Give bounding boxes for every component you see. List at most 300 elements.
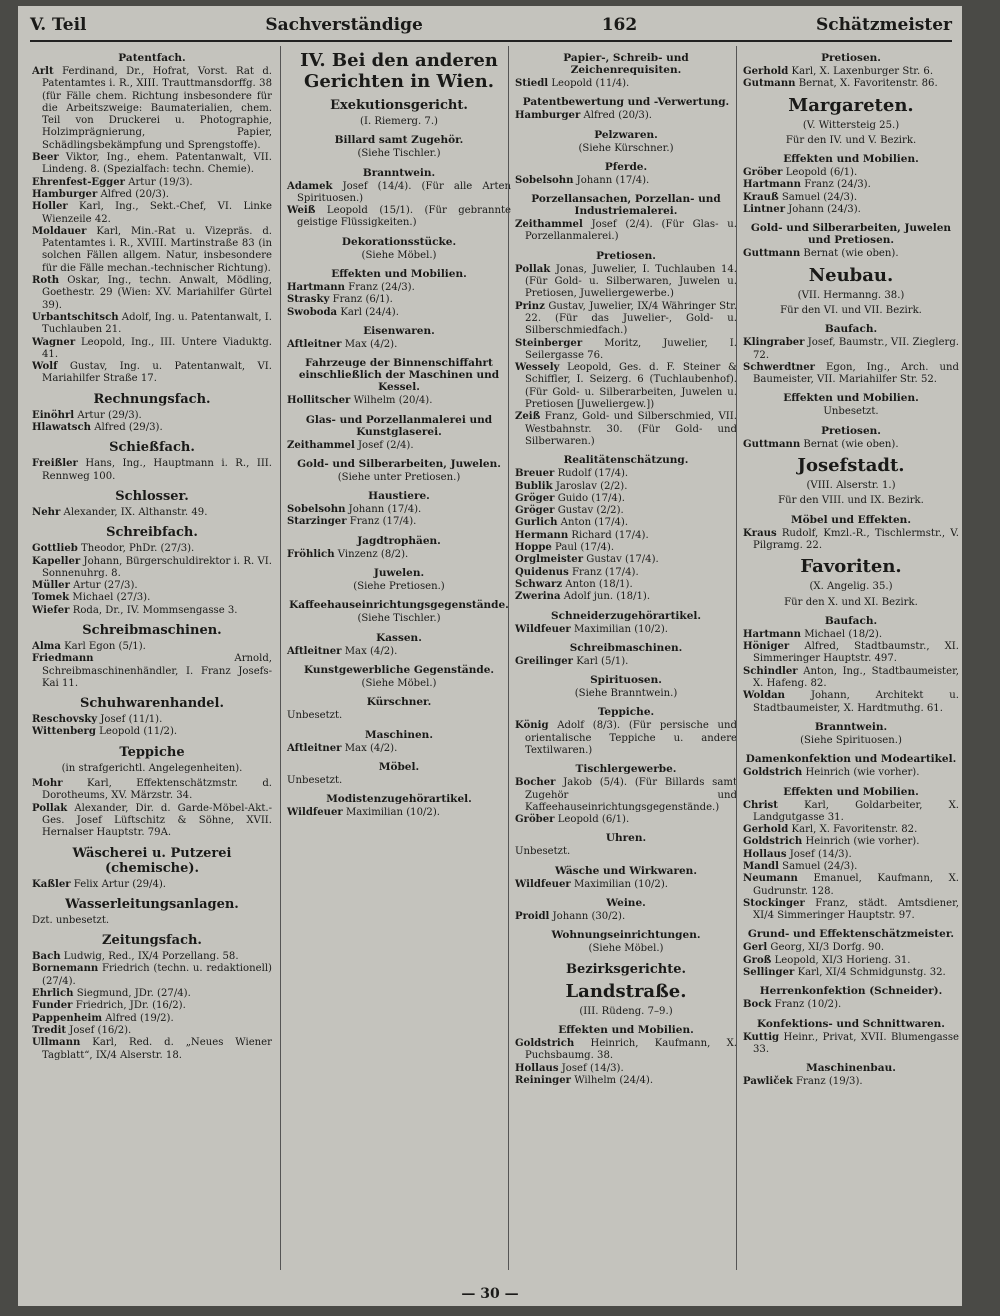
entry-text: Jonas, Juwelier, I. Tuchlauben 14. (Für Gold- u. Silberwaren, Juwelen u. Pretiosen, Juweliergewerbe.) [525, 263, 737, 300]
entry [515, 493, 737, 505]
entry [515, 720, 737, 757]
entry [32, 1037, 272, 1062]
entry-name: Nehr [32, 506, 61, 518]
entry-name: Urbantschitsch [32, 311, 119, 323]
entry-name: Hlawatsch [32, 422, 91, 434]
entry [743, 955, 959, 967]
entry [743, 204, 959, 216]
entry [743, 248, 959, 260]
section-heading: Papier-, Schreib- und Zeichenrequisiten. [563, 52, 689, 76]
entry-name: Goldstrich [743, 767, 803, 779]
entry-name: Hollaus [743, 848, 787, 860]
entry-text: Franz (6/1). [332, 294, 393, 306]
entry-text: Alfred (29/3). [94, 422, 163, 434]
entry-name: Woldan [743, 690, 786, 702]
entry-name: Pollak [32, 802, 68, 814]
entry-name: Bock [743, 999, 772, 1011]
entry-text: Karl, Min.-Rat u. Vizepräs. d. Patentamtes i. R., XVIII. Martinstraße 83 (in solchen Fällen allgem. Natur, insbesondere für die Fälle mechan.-technischer Richtung). [42, 225, 272, 274]
entry-name: Holler [32, 201, 68, 213]
entry [515, 1063, 737, 1075]
entry-text: Alfred, Stadtbaumstr., XI. Simmeringer Hauptstr. 497. [753, 641, 959, 665]
entry [515, 591, 737, 603]
entry [515, 530, 737, 542]
entry [32, 915, 272, 927]
section-heading: Maschinenbau. [806, 1062, 896, 1075]
entry-text: Wilhelm (20/4). [353, 395, 433, 407]
entry [32, 653, 272, 690]
entry-name: Zeithammel [287, 439, 355, 451]
entry [287, 775, 511, 787]
subheading: Für den VI. und VII. Bezirk. [780, 304, 922, 316]
entry-name: Wagner [32, 336, 76, 348]
entry-text: Jakob (5/4). (Für Billards samt Zugehör und Kaffeehauseinrichtungsgegenstände.) [525, 777, 737, 813]
section-heading: Branntwein. [814, 720, 888, 733]
entry [32, 1000, 272, 1012]
entry-text: Max (4/2). [344, 338, 398, 350]
entry-name: Quidenus [515, 566, 569, 578]
entry [287, 549, 511, 561]
entry-text: Theodor, PhDr. (27/3). [81, 543, 195, 555]
subheading: (VIII. Alserstr. 1.) [806, 480, 896, 492]
section-heading: Patentbewertung und -Verwertung. [522, 96, 730, 109]
entry [515, 468, 737, 480]
entry [32, 337, 272, 362]
entry-text: Karl, Red. d. „Neues Wiener Tagblatt“, IX/4 Alserstr. 18. [42, 1037, 272, 1061]
entry-name: Wessely [515, 362, 560, 374]
section-heading: Realitätenschätzung. [563, 454, 689, 467]
section-heading: Wäscherei u. Putzerei (chemische). [72, 845, 232, 876]
entry [515, 567, 737, 579]
subheading: (Siehe Tischler.) [357, 148, 441, 160]
entry-name: Kuttig [743, 1031, 780, 1043]
entry-text: Johann (24/3). [788, 204, 861, 216]
entry-name: Ehrenfest-Egger [32, 176, 125, 188]
entry-text: Roda, Dr., IV. Mommsengasse 3. [72, 604, 238, 616]
entry-name: Gutmann [743, 78, 796, 90]
subheading: (Siehe Kürschner.) [578, 142, 674, 154]
entry-name: Kapeller [32, 555, 81, 567]
entry-name: Starzinger [287, 516, 347, 528]
subheading: (V. Wittersteig 25.) [802, 119, 900, 131]
entry-name: Wolf [32, 361, 58, 373]
entry-text: Johann (17/4). [576, 174, 650, 186]
document-page [18, 6, 962, 1306]
entry-name: Schwerdtner [743, 361, 816, 373]
entry-name: Hamburger [32, 188, 98, 200]
column-2 [280, 46, 511, 1270]
entry [32, 605, 272, 617]
subheading: (Siehe unter Pretiosen.) [337, 471, 461, 483]
entry-name: Hollaus [515, 1062, 559, 1074]
section-heading: Möbel. [378, 760, 420, 773]
entry-text: Josef (2/4). [358, 439, 414, 451]
entry [743, 767, 959, 779]
section-heading: Dekorationsstücke. [341, 235, 457, 248]
page-number: 162 [601, 15, 638, 35]
entry-text: Josef (2/4). (Für Glas- u. Porzellanmalerei.) [525, 219, 737, 243]
entry [743, 179, 959, 191]
entry [743, 861, 959, 873]
entry-text: Karl, XI/4 Schmidgunstg. 32. [797, 967, 946, 979]
entry-name: Gottlieb [32, 543, 78, 555]
column-1 [32, 46, 272, 1270]
entry-text: Anton, Ing., Stadtbaumeister, X. Hafeng. 82. [753, 665, 959, 690]
entry-name: Bornemann [32, 963, 99, 975]
entry [743, 999, 959, 1011]
entry [32, 580, 272, 592]
entry-text: Adolf (8/3). (Für persische und orientalische Teppiche u. andere Textilwaren.) [525, 720, 737, 756]
subheading: (VII. Hermanng. 38.) [797, 289, 905, 301]
entry-name: Alma [32, 640, 61, 652]
section-heading: Margareten. [788, 94, 914, 116]
entry-name: Swoboda [287, 306, 338, 318]
entry-name: Orglmeister [515, 554, 584, 566]
entry-text: Vinzenz (8/2). [337, 548, 409, 560]
entry-name: Tomek [32, 592, 70, 604]
entry-text: Bernat (wie oben). [803, 248, 899, 260]
entry-name: Ehrlich [32, 988, 74, 1000]
entry-name: Fröhlich [287, 548, 335, 560]
entry-name: Funder [32, 1000, 73, 1012]
entry [32, 714, 272, 726]
entry [743, 528, 959, 553]
entry-text: Heinrich (wie vorher). [805, 836, 920, 848]
entry-name: Adamek [287, 180, 333, 192]
entry-text: Viktor, Ing., ehem. Patentanwalt, VII. Lindeng. 8. (Spezialfach: techn. Chemie). [42, 152, 272, 176]
entry-text: Unbesetzt. [515, 846, 571, 858]
entry-text: Franz (10/2). [774, 999, 842, 1011]
entry-text: Wilhelm (24/4). [574, 1074, 654, 1086]
subheading: (Siehe Spirituosen.) [800, 734, 902, 746]
entry-text: Unbesetzt. [287, 774, 343, 786]
entry [743, 898, 959, 923]
entry-name: Pollak [515, 263, 551, 275]
entry-text: Maximilian (10/2). [573, 878, 668, 890]
entry [743, 1032, 959, 1057]
entry-text: Guido (17/4). [557, 492, 625, 504]
section-heading: Wohnungseinrichtungen. [551, 929, 701, 942]
section-heading: Branntwein. [362, 166, 436, 179]
entry-text: Artur (29/3). [77, 409, 142, 421]
entry [515, 264, 737, 301]
entry-text: Leopold (15/1). (Für gebrannte geistige Flüssigkeiten.) [297, 205, 511, 229]
entry-text: Alexander, Dir. d. Garde-Möbel-Akt.-Ges. Josef Lüftschitz & Söhne, XVII. Hernalser Hauptstr. 79A. [42, 802, 272, 839]
header-chapter-title: Schätzmeister [816, 15, 952, 35]
entry-name: Wittenberg [32, 726, 96, 738]
entry [287, 395, 511, 407]
entry [743, 824, 959, 836]
entry-text: Siegmund, JDr. (27/4). [76, 988, 191, 1000]
entry-name: Sobelsohn [515, 174, 574, 186]
entry [32, 66, 272, 152]
entry [32, 1025, 272, 1037]
entry-name: Freißler [32, 458, 78, 470]
entry [287, 504, 511, 516]
entry-name: Zwerina [515, 591, 561, 603]
section-heading: Schreibmaschinen. [569, 641, 683, 654]
entry-text: Max (4/2). [344, 645, 398, 657]
entry [32, 803, 272, 840]
entry-text: Leopold (6/1). [785, 167, 858, 179]
entry-name: Strasky [287, 294, 330, 306]
entry-text: Paul (17/4). [555, 542, 615, 554]
entry-name: Einöhrl [32, 409, 75, 421]
entry-text: Friedrich (techn. u. redaktionell) (27/4). [42, 963, 272, 987]
entry [32, 988, 272, 1000]
entry-text: Josef (14/3). [789, 848, 852, 860]
entry [515, 411, 737, 448]
section-heading: Möbel und Effekten. [791, 513, 911, 526]
entry-text: Richard (17/4). [571, 529, 649, 541]
entry [287, 294, 511, 306]
entry [515, 481, 737, 493]
entry-name: Sellinger [743, 967, 795, 979]
entry-name: Breuer [515, 468, 555, 480]
entry [515, 656, 737, 668]
entry-text: Heinr., Privat, XVII. Blumengasse 33. [753, 1031, 959, 1055]
entry-text: Rudolf, Kmzl.-R., Tischlermstr., V. Pilgramg. 22. [753, 527, 959, 551]
entry-text: Johann (17/4). [348, 504, 422, 516]
entry-text: Johann, Architekt u. Stadtbaumeister, X. Hardtmuthg. 61. [753, 690, 959, 714]
section-heading: Bezirksgerichte. [565, 961, 687, 977]
entry [743, 690, 959, 715]
section-heading: Zeitungsfach. [102, 933, 202, 949]
entry-name: König [515, 720, 549, 732]
entry [515, 624, 737, 636]
entry-name: Proidl [515, 911, 550, 923]
subheading: (III. Rüdeng. 7–9.) [579, 1005, 673, 1017]
entry [287, 807, 511, 819]
entry-name: Goldstrich [515, 1037, 575, 1049]
entry [515, 338, 737, 363]
entry [32, 458, 272, 483]
entry-name: Friedmann [32, 653, 94, 665]
entry [515, 579, 737, 591]
entry [32, 189, 272, 201]
entry-name: Hartmann [287, 282, 345, 294]
entry [287, 205, 511, 230]
column-3 [508, 46, 737, 1270]
entry-text: Josef (16/2). [69, 1024, 132, 1036]
entry [32, 422, 272, 434]
entry-name: Reschovsky [32, 714, 98, 726]
entry-name: Schindler [743, 665, 798, 677]
entry-name: Wildfeuer [287, 807, 343, 819]
entry-text: Josef, Baumstr., VII. Zieglerg. 72. [753, 337, 959, 361]
entry-text: Franz, städt. Amtsdiener, XI/4 Simmeringer Hauptstr. 97. [753, 897, 959, 922]
entry-text: Johann (30/2). [552, 911, 626, 923]
entry-text: Gustav, Juwelier, IX/4 Währinger Str. 22. (Für das Juwelier-, Gold- u. Silberschmiedfach.) [525, 300, 737, 337]
entry-name: Aftleitner [287, 645, 342, 657]
entry [32, 641, 272, 653]
section-heading: Patentfach. [118, 52, 186, 64]
entry [743, 362, 959, 387]
entry [32, 226, 272, 275]
entry-text: Maximilian (10/2). [573, 623, 668, 635]
entry-text: Alfred (19/2). [105, 1012, 174, 1024]
entry-text: Georg, XI/3 Dorfg. 90. [770, 942, 885, 954]
entry [287, 339, 511, 351]
entry [515, 517, 737, 529]
entry [515, 110, 737, 122]
entry-text: Adolf jun. (18/1). [563, 591, 651, 603]
entry-text: Franz (17/4). [349, 516, 417, 528]
entry-name: Stiedl [515, 78, 549, 89]
entry-name: Pappenheim [32, 1012, 103, 1024]
section-heading: Modistenzugehörartikel. [326, 793, 472, 806]
entry-text: Alexander, IX. Althanstr. 49. [63, 506, 208, 518]
section-heading: Teppiche [119, 744, 185, 760]
entry-text: Alfred (20/3). [583, 110, 652, 122]
entry [743, 800, 959, 825]
entry-text: Franz (24/3). [348, 282, 415, 294]
entry-name: Pawliček [743, 1076, 793, 1088]
entry-text: Friedrich, JDr. (16/2). [75, 1000, 186, 1012]
entry [32, 312, 272, 337]
section-heading: Baufach. [824, 323, 878, 336]
entry-text: Leopold, Ing., III. Untere Viaduktg. 41. [42, 336, 272, 360]
entry [32, 507, 272, 519]
column-4 [736, 46, 959, 1270]
entry-name: Reininger [515, 1074, 571, 1086]
section-heading: Haustiere. [368, 490, 430, 503]
entry [743, 849, 959, 861]
subheading: (Siehe Möbel.) [361, 677, 437, 689]
section-heading: Kürschner. [366, 696, 432, 709]
entry-name: Hoppe [515, 542, 552, 554]
entry [743, 337, 959, 362]
section-heading: Schuhwarenhandel. [80, 696, 224, 712]
entry [32, 951, 272, 963]
section-heading: Schlosser. [115, 488, 189, 504]
entry-text: Franz (17/4). [572, 566, 639, 578]
entry [743, 167, 959, 179]
entry [743, 666, 959, 691]
entry-text: Gustav, Ing. u. Patentanwalt, VI. Mariahilfer Straße 17. [42, 361, 272, 385]
entry-text: Gustav (2/2). [557, 505, 624, 517]
entry-name: Goldstrich [743, 836, 803, 848]
subheading: Für den VIII. und IX. Bezirk. [778, 495, 924, 507]
section-heading: Effekten und Mobilien. [783, 153, 919, 166]
entry-name: Ullmann [32, 1037, 81, 1049]
entry [515, 846, 737, 858]
entry-text: Johann, Bürgerschuldirektor i. R. VI. Sonnenuhrg. 8. [42, 555, 272, 579]
section-heading: Uhren. [605, 832, 647, 845]
subheading: (X. Angelig. 35.) [809, 581, 893, 593]
entry-name: Guttmann [743, 438, 801, 450]
entry-name: Groß [743, 954, 772, 966]
entry [32, 201, 272, 226]
subheading: (I. Riemerg. 7.) [360, 116, 438, 127]
entry-name: Kaßler [32, 878, 71, 890]
entry-text: Anton (18/1). [565, 578, 633, 590]
section-heading: Juwelen. [373, 567, 425, 580]
entry-text: Ludwig, Red., IX/4 Porzellang. 58. [63, 951, 239, 963]
section-heading: Effekten und Mobilien. [331, 268, 467, 281]
entry-text: Unbesetzt. [287, 710, 343, 722]
entry-name: Moldauer [32, 225, 87, 237]
section-heading: Wäsche und Wirkwaren. [555, 864, 697, 877]
entry-text: Leopold (11/4). [551, 78, 630, 89]
entry-name: Gerl [743, 942, 768, 954]
entry [743, 66, 959, 78]
entry-text: Karl Egon (5/1). [64, 640, 146, 652]
entry-text: Moritz, Juwelier, I. Seilergasse 76. [525, 337, 737, 361]
entry-text: Michael (18/2). [804, 628, 883, 640]
entry [743, 1076, 959, 1088]
section-heading: Damenkonfektion und Modeartikel. [745, 753, 957, 766]
section-heading: Konfektions- und Schnittwaren. [757, 1017, 945, 1030]
entry-name: Wildfeuer [515, 623, 571, 635]
entry-text: Leopold, XI/3 Horieng. 31. [774, 954, 911, 966]
entry [515, 175, 737, 187]
section-heading: Wasserleitungsanlagen. [65, 896, 239, 912]
entry-name: Klingraber [743, 337, 805, 349]
entry-name: Krauß [743, 191, 779, 203]
entry-name: Zeithammel [515, 219, 583, 231]
section-heading: Jagdtrophäen. [357, 534, 441, 547]
subheading: (Siehe Möbel.) [361, 249, 437, 261]
section-heading: Billard samt Zugehör. [334, 134, 464, 147]
section-heading: Pretiosen. [596, 249, 656, 262]
entry [515, 219, 737, 244]
entry-name: Gröger [515, 505, 555, 517]
entry [32, 152, 272, 177]
subheading: (Siehe Branntwein.) [574, 688, 678, 700]
entry [515, 542, 737, 554]
section-heading: Teppiche. [597, 706, 655, 719]
entry-text: Karl, Ing., Sekt.-Chef, VI. Linke Wienzeile 42. [42, 201, 272, 225]
entry-name: Sobelsohn [287, 504, 346, 516]
section-heading: Effekten und Mobilien. [783, 392, 919, 405]
entry [515, 554, 737, 566]
section-heading: Kaffeehauseinrichtungsgegenstände. [289, 599, 509, 612]
entry-text: Egon, Ing., Arch. und Baumeister, VII. Mariahilfer Str. 52. [753, 361, 959, 386]
section-heading: Schneiderzugehörartikel. [550, 609, 702, 622]
entry [515, 911, 737, 923]
entry-text: Karl (5/1). [576, 655, 629, 667]
entry-name: Gröger [515, 492, 555, 504]
entry-name: Wildfeuer [515, 878, 571, 890]
entry-text: Bernat, X. Favoritenstr. 86. [798, 78, 938, 90]
entry [515, 1075, 737, 1087]
entry-text: Artur (27/3). [73, 580, 138, 592]
entry [743, 942, 959, 954]
entry-name: Prinz [515, 300, 545, 312]
section-heading: Maschinen. [365, 728, 433, 741]
entry-text: Franz, Gold- und Silberschmied, VII. Westbahnstr. 30. (Für Gold- und Silberwaren.) [525, 411, 737, 447]
section-heading: Landstraße. [565, 980, 687, 1002]
entry-text: Franz (24/3). [804, 179, 871, 191]
section-heading: Schreibfach. [106, 525, 198, 541]
entry [515, 814, 737, 826]
entry-text: Ferdinand, Dr., Hofrat, Vorst. Rat d. Patentamtes i. R., XIII. Trauttmansdorffg. 38 (für Fälle chem. Richtung insbesondere für die Arbeitszweige: Baumaterialien, chem. Teil von Druckerei u. Photographie, Holzimprägnierung, Papier, Schädlingsbekämpfung und Sprengstoffe). [42, 66, 272, 151]
entry-name: Roth [32, 275, 60, 287]
entry [515, 301, 737, 338]
entry-text: Karl, Effektenschätzmstr. d. Dorotheums, XV. Märzstr. 34. [42, 778, 272, 802]
section-heading: Kunstgewerbliche Gegenstände. [303, 663, 495, 676]
entry [287, 307, 511, 319]
entry-name: Gröber [515, 814, 555, 826]
entry-text: Josef (14/4). (Für alle Arten Spirituosen.) [297, 180, 511, 204]
section-heading: Eisenwaren. [363, 324, 435, 337]
section-heading: Schießfach. [109, 440, 195, 456]
section-heading: Grund- und Effektenschätzmeister. [747, 928, 955, 941]
subheading: (Siehe Pretiosen.) [353, 581, 445, 593]
entry-text: Franz (19/3). [796, 1076, 863, 1088]
section-heading: Pferde. [604, 160, 648, 173]
entry-name: Guttmann [743, 248, 801, 260]
